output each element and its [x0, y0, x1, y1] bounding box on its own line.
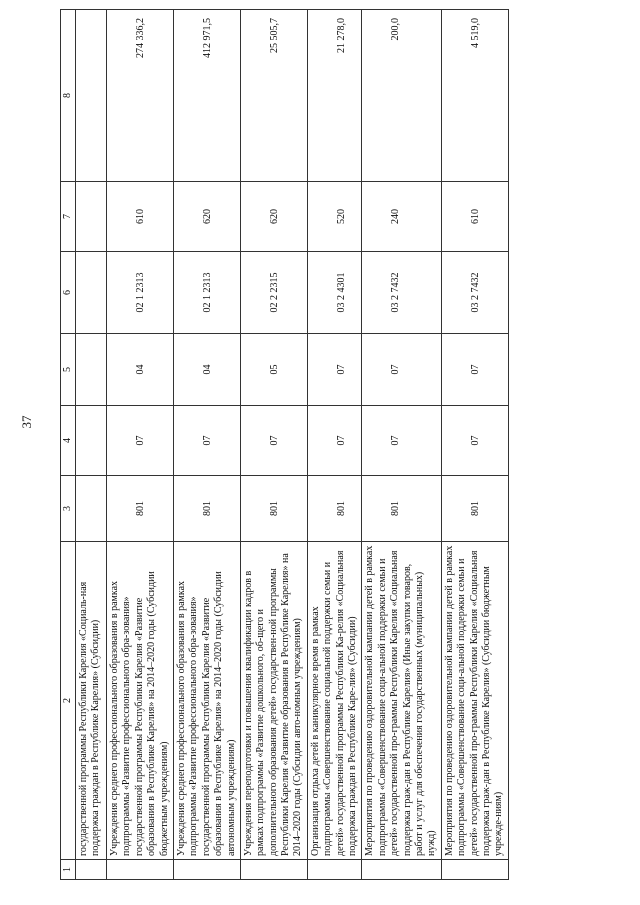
- admin-code-cell: 801: [107, 476, 174, 542]
- section-cell: [76, 406, 107, 476]
- header-row: [61, 10, 76, 880]
- target-code-cell: 03 2 7432: [441, 252, 508, 334]
- header-cell: 5: [61, 334, 76, 406]
- amount-cell: [76, 10, 107, 182]
- row-index-cell: [240, 860, 307, 880]
- expense-type-cell: 610: [441, 182, 508, 252]
- row-index-cell: [441, 860, 508, 880]
- expense-type-cell: 240: [362, 182, 441, 252]
- admin-code-cell: 801: [362, 476, 441, 542]
- section-cell: 07: [240, 406, 307, 476]
- table-row: [173, 10, 240, 880]
- header-cell: 7: [61, 182, 76, 252]
- expense-type-cell: [76, 182, 107, 252]
- description-cell: Мероприятия по проведению оздоровительной кампании детей в рамках подпрограммы «Совершенствование соци-альной поддержки семьи и детей» государственной про-граммы Республики Карелия «Социальная поддержка граж-дан в Республике Карелия» (Иные закупки товаров, работ и услуг для обеспечения государственных (муниципальных) нужд): [362, 542, 441, 860]
- section-cell: 07: [173, 406, 240, 476]
- admin-code-cell: 801: [173, 476, 240, 542]
- header-cell: 6: [61, 252, 76, 334]
- target-code-cell: [76, 252, 107, 334]
- header-cell: 8: [61, 10, 76, 182]
- target-code-cell: 02 1 2313: [107, 252, 174, 334]
- header-cell: 2: [61, 542, 76, 860]
- row-index-cell: [173, 860, 240, 880]
- description-cell: Учреждения среднего профессионального образования в рамках подпрограммы «Развитие профессионального обра-зования» государственной программы Республики Карелия «Развитие образования в Республике Карелия» на 2014–2020 годы (Субсидии автономным учреждениям): [173, 542, 240, 860]
- header-cell: 4: [61, 406, 76, 476]
- section-cell: 07: [307, 406, 362, 476]
- subsection-cell: 04: [107, 334, 174, 406]
- subsection-cell: 07: [441, 334, 508, 406]
- admin-code-cell: 801: [307, 476, 362, 542]
- expense-type-cell: 520: [307, 182, 362, 252]
- admin-code-cell: 801: [240, 476, 307, 542]
- amount-cell: 21 278,0: [307, 10, 362, 182]
- expense-type-cell: 620: [240, 182, 307, 252]
- header-cell: 1: [61, 860, 76, 880]
- description-cell: Учреждения переподготовки и повышения квалификации кадров в рамках подпрограммы «Развитие дошкольного, об-щего и дополнительного образования детей» государствен-ной программы Республики Карелия «Развитие образования в Республике Карелия» на 2014–2020 годы (Субсидии авто-номным учреждениям): [240, 542, 307, 860]
- section-cell: 07: [107, 406, 174, 476]
- budget-table: [60, 9, 509, 880]
- row-index-cell: [307, 860, 362, 880]
- row-index-cell: [76, 860, 107, 880]
- description-cell: Организация отдыха детей в каникулярное время в рамках подпрограммы «Совершенствование социальной поддержки семьи и детей» государственной программы Республики Ка-релия «Социальная поддержка граждан в Республике Каре-лия» (Субсидии): [307, 542, 362, 860]
- table-row: [307, 10, 362, 880]
- admin-code-cell: [76, 476, 107, 542]
- section-cell: 07: [362, 406, 441, 476]
- target-code-cell: 02 1 2313: [173, 252, 240, 334]
- target-code-cell: 03 2 7432: [362, 252, 441, 334]
- table-row: [107, 10, 174, 880]
- subsection-cell: 07: [362, 334, 441, 406]
- page-number: 37: [19, 415, 34, 429]
- amount-cell: 25 505,7: [240, 10, 307, 182]
- expense-type-cell: 620: [173, 182, 240, 252]
- row-index-cell: [107, 860, 174, 880]
- amount-cell: 274 336,2: [107, 10, 174, 182]
- expense-type-cell: 610: [107, 182, 174, 252]
- table-row: [240, 10, 307, 880]
- amount-cell: 200,0: [362, 10, 441, 182]
- description-cell: Учреждения среднего профессионального образования в рамках подпрограммы «Развитие профессионального обра-зования» государственной программы Республики Карелия «Развитие образования в Республике Карелия» на 2014–2020 годы (Субсидии бюджетным учреждениям): [107, 542, 174, 860]
- subsection-cell: 04: [173, 334, 240, 406]
- row-index-cell: [362, 860, 441, 880]
- amount-cell: 4 519,0: [441, 10, 508, 182]
- table-row: [362, 10, 441, 880]
- description-cell: государственной программы Республики Карелия «Социаль-ная поддержка граждан в Республике Карелия» (Субсидии): [76, 542, 107, 860]
- section-cell: 07: [441, 406, 508, 476]
- table-row: [441, 10, 508, 880]
- target-code-cell: 03 2 4301: [307, 252, 362, 334]
- target-code-cell: 02 2 2315: [240, 252, 307, 334]
- subsection-cell: [76, 334, 107, 406]
- description-cell: Мероприятия по проведению оздоровительной кампании детей в рамках подпрограммы «Совершенствование соци-альной поддержки семьи и детей» государственной про-граммы Республики Карелия «Социальная поддержка граж-дан в Республике Карелия» (Субсидии бюджетным учрежде-ниям): [441, 542, 508, 860]
- subsection-cell: 05: [240, 334, 307, 406]
- admin-code-cell: 801: [441, 476, 508, 542]
- header-cell: 3: [61, 476, 76, 542]
- amount-cell: 412 971,5: [173, 10, 240, 182]
- rotated-page: [60, 10, 580, 880]
- table-body: [61, 10, 509, 880]
- subsection-cell: 07: [307, 334, 362, 406]
- table-row: [76, 10, 107, 880]
